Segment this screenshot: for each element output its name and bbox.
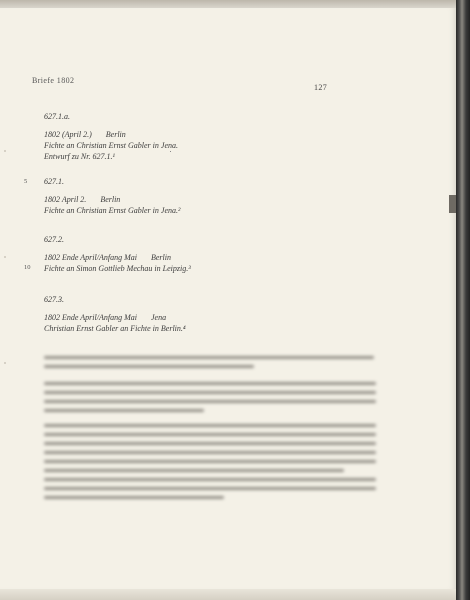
blurred-text-line [44,442,376,445]
scan-top-border [0,0,470,8]
scan-bottom-border [0,589,456,600]
page-edge-tab [449,195,456,213]
entry-date-line [44,312,186,323]
entry-description: Fichte an Simon Gottlieb Mechau in Leipzig.³ [44,264,191,273]
footnote-blurred [44,382,376,418]
entry-description: Fichte an Christian Ernst Gabler in Jena.² [44,206,181,215]
blurred-text-line [44,365,254,368]
blurred-text-line [44,496,224,499]
page-number: 127 [314,83,328,92]
entry-date-line [44,129,178,140]
entry-note: Entwurf zu Nr. 627.1.¹ [44,152,115,161]
blurred-text-line [44,400,376,403]
entry-id: 627.2. [44,235,64,244]
entry-date: 1802 Ende April/Anfang Mai [44,313,137,322]
entry-id: 627.1. [44,177,64,186]
line-number-10: 10 [24,264,31,271]
running-head: Briefe 1802 [32,76,75,85]
blurred-text-line [44,391,376,394]
blurred-text-line [44,460,376,463]
footnote-blurred [44,356,376,374]
footnote-blurred [44,478,376,505]
entry-date-line [44,194,180,205]
blurred-text-line [44,478,376,481]
entry-place: Berlin [150,253,171,262]
blurred-text-line [44,451,376,454]
letter-entry [44,234,191,274]
footnote-blurred [44,424,376,478]
entry-description: Fichte an Christian Ernst Gabler in Jena. [44,141,178,150]
entry-date: 1802 (April 2.) [44,130,92,139]
blurred-text-line [44,424,376,427]
line-number-5: 5 [24,178,28,185]
entry-place: Berlin [105,130,126,139]
margin-mark [4,150,6,152]
entry-id: 627.1.a. [44,112,70,121]
blurred-text-line [44,382,376,385]
entry-date-line [44,252,191,263]
entry-place: Berlin [100,195,121,204]
entry-place: Jena [150,313,167,322]
blurred-text-line [44,356,374,359]
entry-date: 1802 April 2. [44,195,87,204]
entry-date: 1802 Ende April/Anfang Mai [44,253,137,262]
blurred-text-line [44,409,204,412]
book-edge-right [456,0,470,600]
letter-entry [44,176,180,216]
blurred-text-line [44,469,344,472]
entry-id: 627.3. [44,295,64,304]
margin-mark [4,256,6,258]
blurred-text-line [44,433,376,436]
entry-description: Christian Ernst Gabler an Fichte in Berlin.⁴ [44,324,186,333]
margin-mark [4,362,6,364]
blurred-text-line [44,487,376,490]
letter-entry [44,294,186,334]
page-speck [170,151,171,152]
letter-entry [44,111,178,162]
